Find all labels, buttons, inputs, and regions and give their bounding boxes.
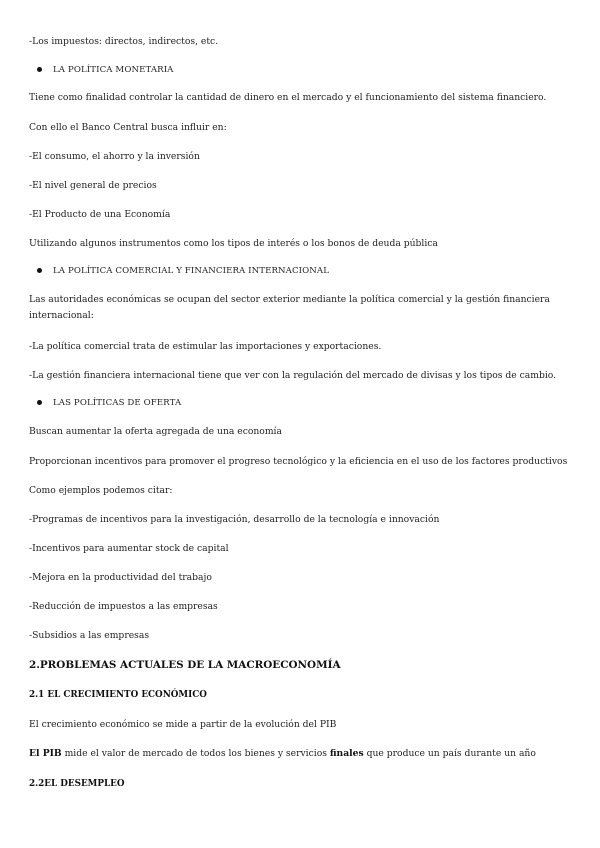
text-line: -Incentivos para aumentar stock de capital xyxy=(29,543,229,554)
text-line: -Programas de incentivos para la investigación, desarrollo de la tecnología e innovación xyxy=(29,514,440,525)
text-line: -Subsidios a las empresas xyxy=(29,630,150,641)
text-line: -El consumo, el ahorro y la inversión xyxy=(29,151,200,162)
text-line: -El Producto de una Economía xyxy=(29,209,171,220)
section-heading: 2.PROBLEMAS ACTUALES DE LA MACROECONOMÍA xyxy=(29,659,341,671)
text-line: -Reducción de impuestos a las empresas xyxy=(29,601,218,612)
text-line: -Los impuestos: directos, indirectos, etc. xyxy=(29,36,219,47)
subsection-heading: 2.1 EL CRECIMIENTO ECONÓMICO xyxy=(29,690,207,700)
text-line: Con ello el Banco Central busca influir en: xyxy=(29,122,227,133)
bullet-icon xyxy=(37,400,42,405)
bold-pib: El PIB xyxy=(29,748,62,759)
text-line: -La política comercial trata de estimular las importaciones y exportaciones. xyxy=(29,341,382,352)
text-line: -El nivel general de precios xyxy=(29,180,157,191)
text-line: El crecimiento económico se mide a partir de la evolución del PIB xyxy=(29,719,337,730)
text-paragraph: Las autoridades económicas se ocupan del sector exterior mediante la política comercial y la gestión financiera internacional: xyxy=(29,294,550,321)
text-line: Tiene como finalidad controlar la cantidad de dinero en el mercado y el funcionamiento del sistema financiero. xyxy=(29,92,547,103)
bold-finales: finales xyxy=(329,748,364,759)
subsection-heading: 2.2EL DESEMPLEO xyxy=(29,779,125,789)
text-line: Buscan aumentar la oferta agregada de una economía xyxy=(29,426,282,437)
text-line: Como ejemplos podemos citar: xyxy=(29,485,173,496)
bullet-heading-comercial: LA POLÍTICA COMERCIAL Y FINANCIERA INTERNACIONAL xyxy=(37,265,329,277)
text-line: Utilizando algunos instrumentos como los tipos de interés o los bonos de deuda pública xyxy=(29,238,438,249)
bullet-heading-monetaria: LA POLÍTICA MONETARIA xyxy=(37,64,174,76)
text-line-pib: El PIB mide el valor de mercado de todos los bienes y servicios finales que produce un país durante un año xyxy=(29,748,536,759)
text-line: -La gestión financiera internacional tiene que ver con la regulación del mercado de divisas y los tipos de cambio. xyxy=(29,370,557,381)
text-line: Proporcionan incentivos para promover el progreso tecnológico y la eficiencia en el uso de los factores productivos xyxy=(29,456,568,467)
bullet-icon xyxy=(37,268,42,273)
text-line: -Mejora en la productividad del trabajo xyxy=(29,572,212,583)
bullet-icon xyxy=(37,67,42,72)
bullet-heading-oferta: LAS POLÍTICAS DE OFERTA xyxy=(37,397,181,409)
